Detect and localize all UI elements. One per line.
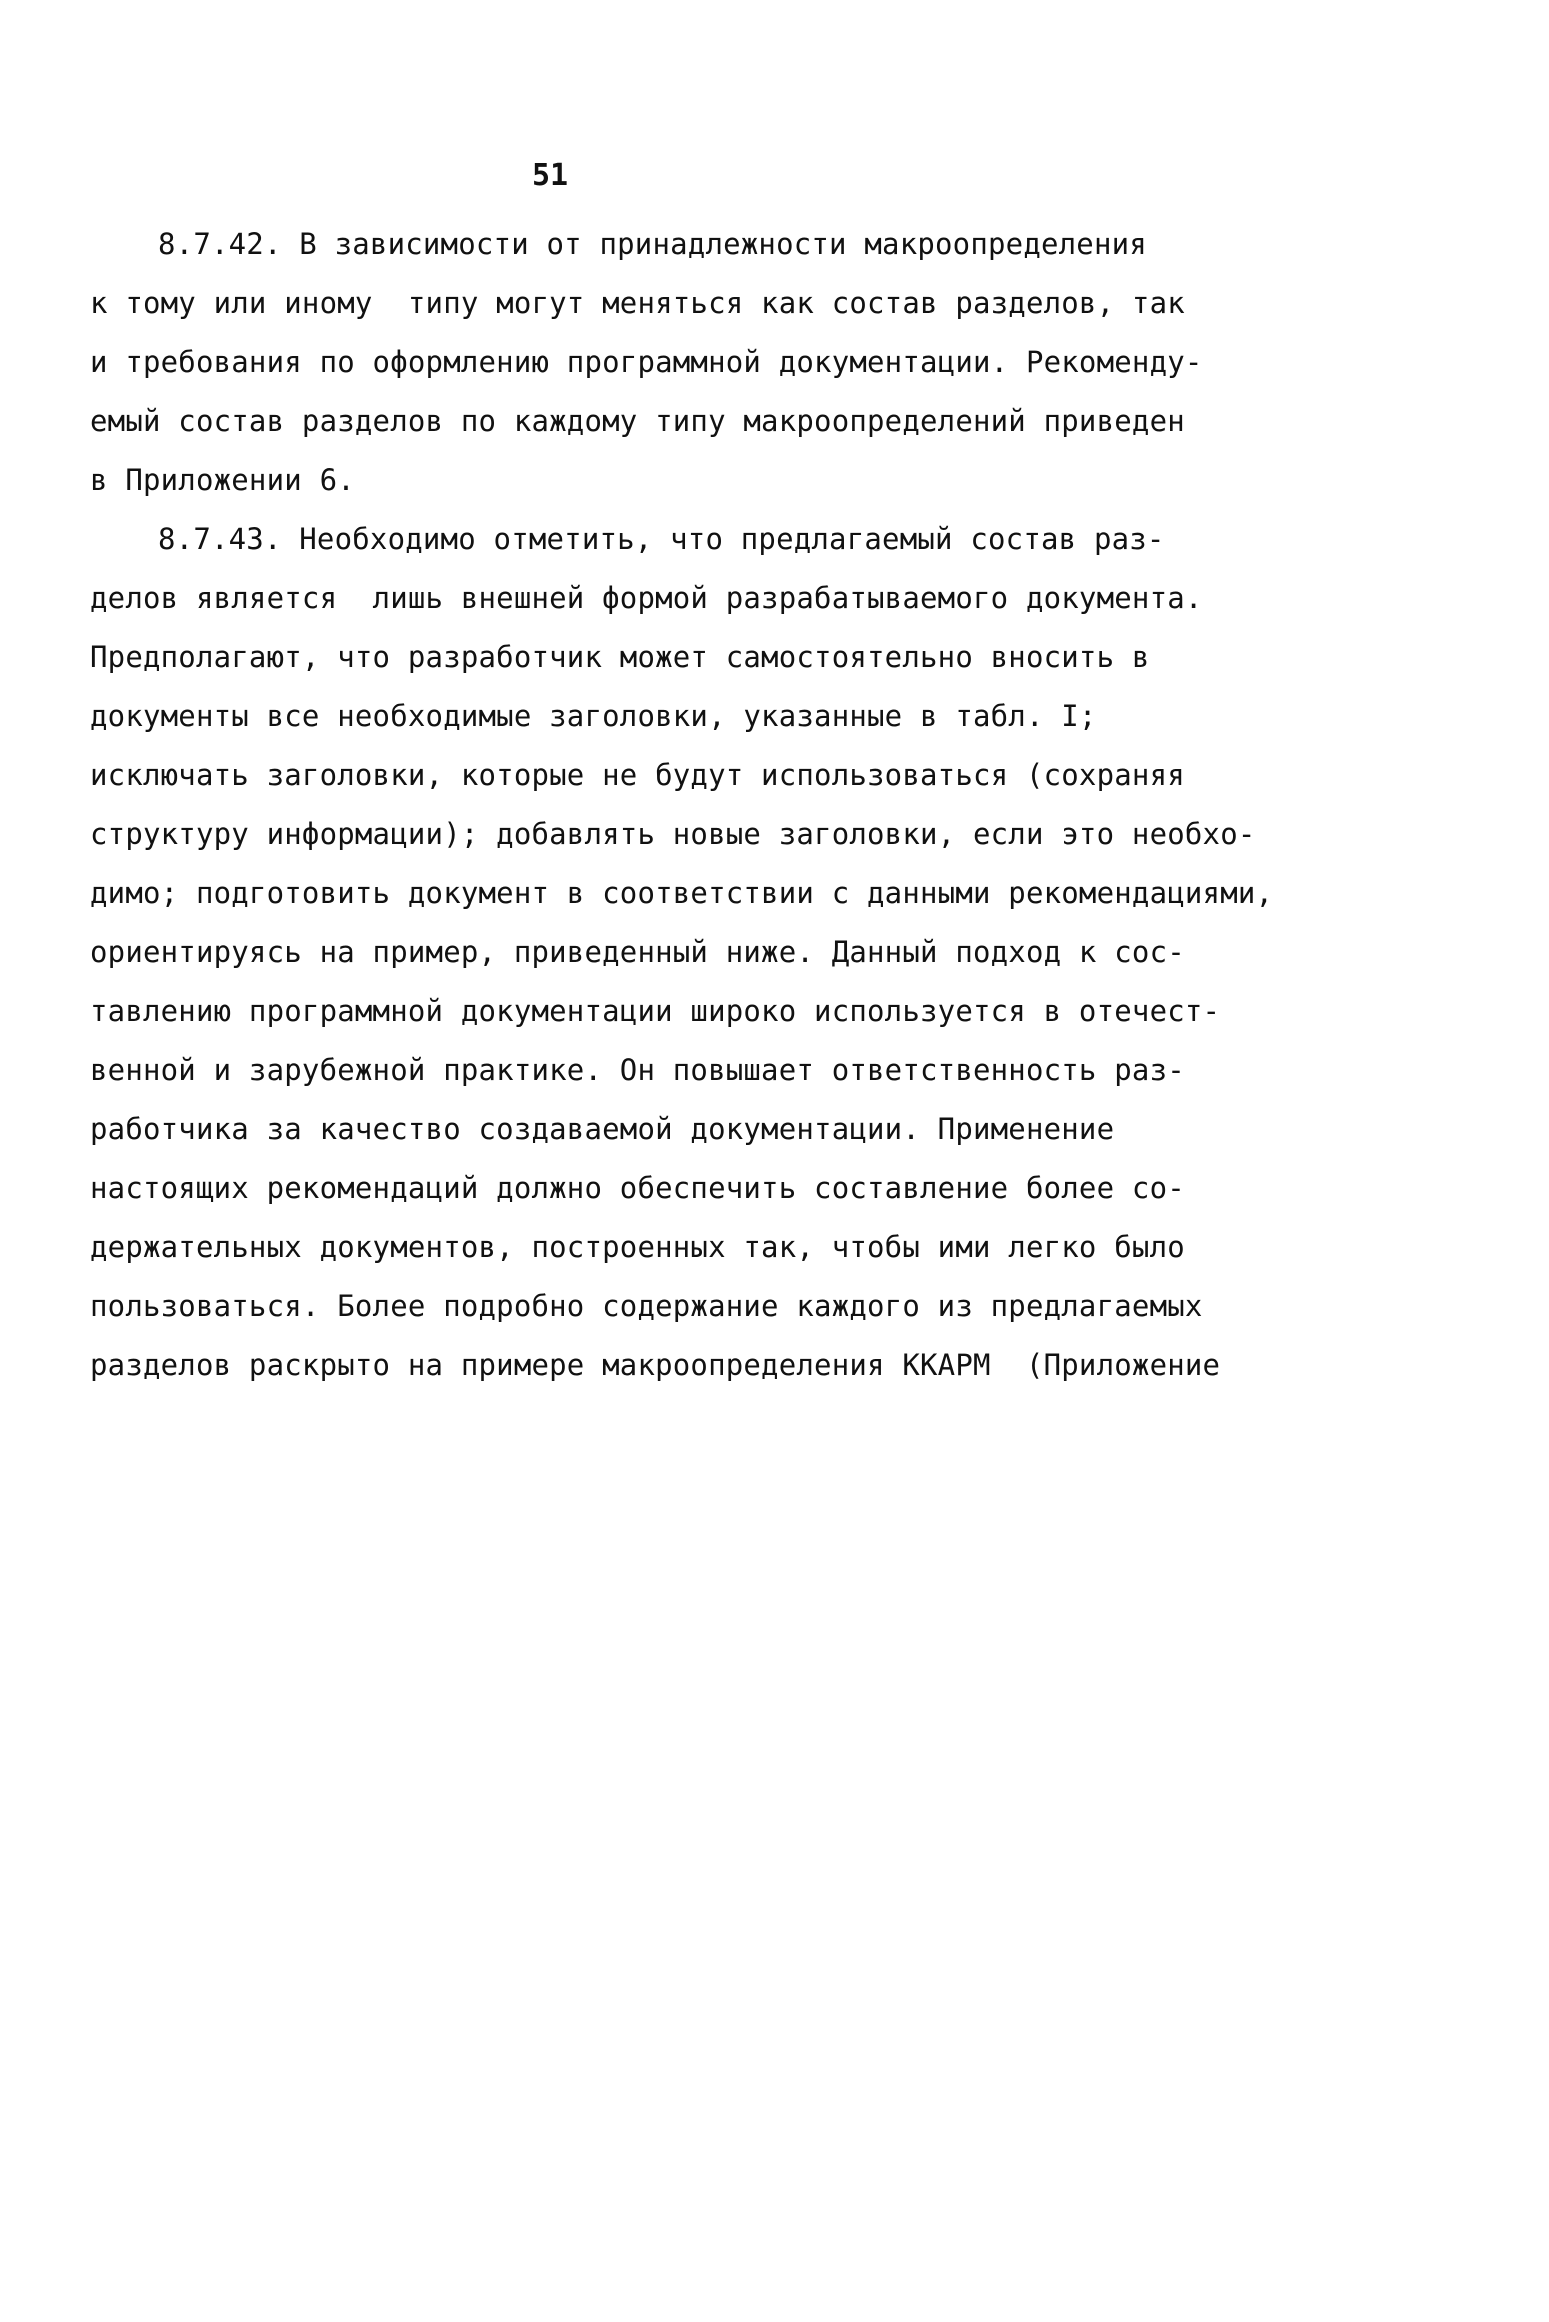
text-line: Предполагают, что разработчик может самостоятельно вносить в — [90, 640, 1150, 674]
text-line: 8.7.42. В зависимости от принадлежности макроопределения — [158, 227, 1147, 261]
text-line: ориентируясь на пример, приведенный ниже. Данный подход к сос- — [90, 935, 1185, 969]
text-line: емый состав разделов по каждому типу макроопределений приведен — [90, 404, 1185, 438]
text-line: 8.7.43. Необходимо отметить, что предлагаемый состав раз- — [158, 522, 1165, 556]
text-line: структуру информации); добавлять новые заголовки, если это необхо- — [90, 817, 1256, 851]
text-line: в Приложении 6. — [90, 463, 355, 497]
text-line: пользоваться. Более подробно содержание каждого из предлагаемых — [90, 1289, 1203, 1323]
text-line: к тому или иному типу могут меняться как состав разделов, так — [90, 286, 1185, 320]
body-text — [90, 215, 1350, 1395]
page-number: 51 — [531, 158, 569, 193]
text-line: и требования по оформлению программной документации. Рекоменду- — [90, 345, 1203, 379]
text-line: исключать заголовки, которые не будут использоваться (сохраняя — [90, 758, 1185, 792]
text-line: документы все необходимые заголовки, указанные в табл. I; — [90, 699, 1097, 733]
text-line: делов является лишь внешней формой разрабатываемого документа. — [90, 581, 1203, 615]
text-line: настоящих рекомендаций должно обеспечить составление более со- — [90, 1171, 1185, 1205]
paragraph-8-7-43 — [90, 510, 1350, 1395]
text-line: тавлению программной документации широко используется в отечест- — [90, 994, 1221, 1028]
text-line: держательных документов, построенных так, чтобы ими легко было — [90, 1230, 1185, 1264]
paragraph-8-7-42 — [90, 215, 1350, 510]
text-line: работчика за качество создаваемой документации. Применение — [90, 1112, 1115, 1146]
text-line: венной и зарубежной практике. Он повышает ответственность раз- — [90, 1053, 1185, 1087]
text-line: димо; подготовить документ в соответствии с данными рекомендациями, — [90, 876, 1274, 910]
text-line: разделов раскрыто на примере макроопределения ККАРМ (Приложение — [90, 1348, 1221, 1382]
